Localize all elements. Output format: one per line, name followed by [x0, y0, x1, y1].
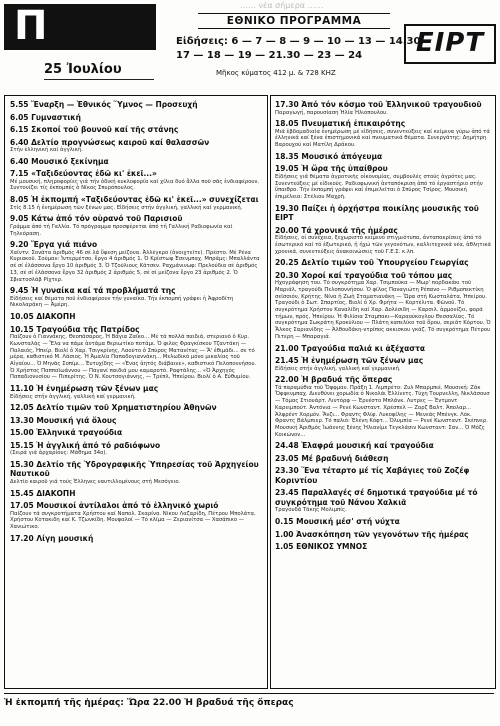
wavelength-info: Μῆκος κύματος 412 μ. & 728 ΚΗΖ	[216, 69, 336, 77]
entry-title: 20.30 Χοροί καί τραγούδια τοῦ τόπου μας	[275, 270, 453, 280]
schedule-entry	[275, 454, 491, 464]
entry-title: 21.00 Τραγούδια παλιά κι ἀξέχαστα	[275, 343, 426, 353]
entry-title: 17.05 Μουσικοί ἀντίλαλοι ἀπό τό ἑλληνικό χωριό	[10, 501, 219, 511]
entry-title: 13.30 Μουσική γιά ὅλους	[10, 415, 117, 425]
schedule-entry	[275, 204, 491, 223]
entry-description: Στίς 8.15 ἡ ἐνημέρωση τῶν ξένων μας. Εἰδήσεις στήν ἀγγλική, γαλλική καί γερμανική.	[10, 204, 243, 211]
entry-description: Τραγουδά Τάκης Μολιμπίς.	[275, 507, 347, 514]
right-entries	[275, 100, 491, 555]
schedule-entry	[10, 214, 262, 237]
schedule-entry	[275, 258, 491, 268]
faded-top-text: …… νέα σήμερα ……	[240, 1, 324, 10]
entry-description: Εἰδήσεις στήν ἀγγλική, γαλλική καί γερμανική.	[10, 393, 136, 400]
schedule-entry	[10, 501, 262, 531]
schedule-entry	[10, 312, 262, 322]
entry-title: 0.15 Μουσική μέσ' στή νύχτα	[275, 517, 400, 527]
entry-title: 23.05 Μέ βραδυνή διάθεση	[275, 453, 389, 463]
entry-title: 23.30 Ἕνα τέταρτο μέ τίς Χαβάγιες τοῦ Ζοζέφ Κοριντίου	[275, 466, 470, 485]
schedule-entry	[10, 169, 262, 192]
schedule-entry	[10, 384, 262, 400]
schedule-entry	[10, 100, 262, 110]
program-logo	[4, 4, 156, 50]
schedule-entry	[275, 517, 491, 527]
date-underline	[44, 79, 154, 80]
entry-description: Ηχογράφηση του. Τό συγκρότημα Χαρ. Τσιμπούκα — Μωρ' πορδακάκι τοῦ Μαριάλ, τραγούδι Πελοποννήσου. Ὁ φίλος Παναγιώτη Ρέπανο — Ριθμοπεκτίκη σεϊσσιόν, Κρήτης. Νίνα ἡ Ζωὴ Σταματιανάκη — Ὥρα στή Κωσταλάτα, Ἠπείρου. Τραγούδι ὁ Σωτ. Σπαρτίος, Βιολί ὁ Χρ. Φρήτα — Κορτέλιτα. Φῶνοῦ. Τό συγκρότημα Χρήστου Καναλίδη καί Χαρ. Δολέσιδη — Καρσιλ. ἁρμονίζει, φορά τήμων, πρός, Ἠπείρου. Ἡ Φιλίσια Σταμπακι—Καραούκογλου Θεσσαλίας. Τό συγκρότημα Σωκράτη Κροκύλιου — Πλάτη καπελίκο τοῦ ὅρου, σεριάτ Κόρτου. Ὁ Ἄλκος Σαριανίδης — Ἀλθουδάκη-ντρίπος ακκισκου γκάζ. Τό συγκρότημα Πέτρου Πιτερη — Μπαραγιά.	[275, 280, 491, 340]
schedule-entry	[10, 113, 262, 123]
entry-description: Εἰδήσεις στήν ἀγγλική, γαλλική καί γερμανική.	[275, 365, 401, 372]
entry-title: 15.15 Ἡ ἀγγλική ἀπό τό ραδιόφωνο	[10, 440, 161, 450]
schedule-date: 25 Ἰουλίου	[44, 62, 122, 77]
entry-title: 20.25 Δελτίο τιμῶν τοῦ Ὑπουργείου Γεωργίας	[275, 258, 469, 268]
entry-title: 11.10 Ἡ ἐνημέρωση τῶν ξένων μας	[10, 384, 159, 394]
entry-description: Εἰδήσεις γιά θέματα ἀγροτικῆς οἰκονομίας, συμβουλές στούς ἀγρότες μας. Συνεντεύξεις μέ εἰδικούς. Ραδιοφωνική ἀνταπόκριση ἀπό τό ἐργαστήριο στήν ὕπαιθρο. Τήν ἐκπομπή γράφει καί ἐπιμελεῖται ὁ Σπύρος Τσίρος. Μουσική ἐπιμέλεια: Στέλιου Μαχρῆ.	[275, 173, 483, 200]
entry-title: 19.05 Ἡ ὥρα τῆς ὑπαίθρου	[275, 164, 388, 174]
schedule-entry	[10, 489, 262, 499]
entry-title: 18.35 Μουσικό ἀπόγευμα	[275, 151, 383, 161]
schedule-entry	[275, 100, 491, 116]
schedule-entry	[275, 542, 491, 552]
schedule-entry	[10, 428, 262, 438]
entry-title: 12.05 Δελτίο τιμῶν τοῦ Χρηματιστηρίου Ἀθηνῶν	[10, 403, 217, 413]
schedule-entry	[10, 240, 262, 283]
entry-description: Δελτίο καιροῦ γιά τούς Ἑλληνες ναυτιλλομένους στή Μεσόγειο.	[10, 478, 181, 485]
schedule-entry	[275, 441, 491, 451]
entry-description: Τά παραμύθια τοῦ Ὄφφμαν. Πράξη 1. Λιμπρέτο: Ζυλ Μπαρμπιέ. Μουσική: Ζάκ Ὄφφενμπαχ. Διευθύνει χορωδία ὁ Νικολάι Ἐλλίνετς. Τύχη Τουρνελλη, Νικλάσουσ — Τόμας Στιουάρτ. Λιντόρφ — Ἐρνέστο Μπλάνκ. Λυτρες — Ἐντμοντ Καρειμπούτ. Ἀντόνια — Ρενέ Κωνσταντ. Χρέσπελ — Ζορζ Βαλτ. Ἀπολαρ... Ἀλφρέντ Χορμόν. Ἄνζι... Φραντς Φλίφ. Λυκοφίλης — Μενεάς Μπένγκ. Λόκ. Φραντς Βάλμπιερ. Τό παλιό: Ἐλένη Κόφτ... Ὀλυμπία — Ρενέ Κωνσταντ. Σκέπνερ. Μουσική Ἀριθμός Ἰωάννης ξένης Ἠλιανίμε Τεγκλάσιν Κωνσταντ: Σαν... Ὁ Μόζς Κοικώνον...	[275, 384, 490, 438]
entry-title: 9.45 Ἡ γυναίκα καί τά προβλήματά της	[10, 286, 176, 296]
program-of-the-day: Ἡ ἐκπομπή τῆς ἡμέρας: Ὥρα 22.00 Ἡ βραδυά τῆς ὄπερας	[4, 693, 494, 708]
entry-title: 10.15 Τραγούδια τῆς Πατρίδος	[10, 324, 140, 334]
eirt-logo-text: ΕΙΡΤ	[415, 28, 485, 58]
schedule-entry	[10, 195, 262, 211]
left-entries	[10, 100, 262, 546]
schedule-entry	[275, 344, 491, 354]
logo-letter: Π	[14, 3, 48, 49]
schedule-entry	[10, 325, 262, 381]
entry-description: Παραγωγή, παρουσίαση Ἠλία Ἠλιόπουλου.	[275, 109, 388, 116]
schedule-entry	[275, 119, 491, 149]
news-times-line-1: Εἰδήσεις: 6 — 7 — 8 — 9 — 10 — 13 — 14.30	[176, 36, 421, 47]
entry-title: 10.05 ΔΙΑΚΟΠΗ	[10, 312, 76, 322]
schedule-entry	[10, 534, 262, 544]
entry-title: 18.05 Πνευματική ἐπικαιρότης	[275, 119, 406, 129]
entry-title: 22.00 Ἡ βραδυά τῆς ὄπερας	[275, 375, 393, 385]
entry-title: 6.40 Δελτίο προγνώσεως καιροῦ καί θαλασσῶν	[10, 137, 210, 147]
schedule-entry	[275, 356, 491, 372]
entry-description: Μέ μουσική, πληροφορίες γιά τήν ὁδική κυκλοφορία καί χίλια δυό ἄλλα ποῦ σᾶς ἐνδιαφέρουν. Συντονίζει τίς ἐκπομπές ὁ Νίκος Σπυρόπουλος.	[10, 178, 260, 192]
entry-description: Μιά ἑβδομαδιαία ἐνημέρωση μέ εἰδήσεις, συνεντεύξεις καί κείμενα γύρω ἀπό τά ἑλληνικά καί ξένα ἐπιστημονικά καί πνευματικά θέματα. Συνεργάτης: Δημήτρη Βαρουχού καί Ματίλη Δράκου.	[275, 128, 490, 149]
entry-description: (Σειρά γιά ἀρχαρίους: Μάθημα 34ο).	[10, 450, 108, 457]
schedule-entry	[10, 416, 262, 426]
schedule-entry	[275, 466, 491, 485]
entry-description: Εἰδήσεις, οἱ συνέχεια, ξεχωριστό κειμενο στιγμιότυπα, ἀνταποκρίσεις ἀπό τό ἐσωτερικό καί τό ἐξωτερικό, ἡ ἠχώ τῶν γεγονότων, καλλιτεχνικά νέα, ἀθλητικά χρονικά, συνεντεύξεις ἀνακοινώσεις τοῦ Γ.Ε.Σ. κ.λπ.	[275, 235, 492, 255]
schedule-entry	[275, 164, 491, 200]
entry-title: 23.45 Παραλλαγές σέ δημοτικά τραγούδια μέ τό συγκρότημα τοῦ Νάνου Χαλκιᾶ	[275, 488, 478, 507]
entry-title: 6.15 Σκοποί τοῦ βουνοῦ καί τῆς στάνης	[10, 125, 179, 134]
entry-description: Εἰδήσεις καί θέματα ποῦ ἐνδιαφέρουν τήν γυναίκα. Τήν ἐκπομπή γράφει ἡ Ἀφροδίτη Νικολαράκη — Ἀμέρη.	[10, 295, 234, 309]
schedule-entry	[275, 152, 491, 162]
schedule-entry	[275, 375, 491, 438]
entry-title: 9.05 Κάτω ἀπό τόν οὐρανό τοῦ Παρισιοῦ	[10, 214, 183, 224]
schedule-entry	[10, 460, 262, 486]
schedule-entry	[10, 403, 262, 413]
schedule-entry	[275, 530, 491, 540]
schedule-column-right	[270, 95, 496, 689]
program-title: ΕΘΝΙΚΟ ΠΡΟΓΡΑΜΜΑ	[198, 13, 390, 29]
entry-description: Παίζουν τά συγκροτήματα Χρήστου καί Ναπολ. Σκαρίνα. Νίκου Λαζαρίδη, Πέτρου Μπολάτα, Χρήστου Κοτακιδη καί Κ. Τζωνκίδη. Μουφαλοί — Τό κλίμα — Ζεριανίτσα — Χασάπικο — Χανιώτικο.	[10, 510, 256, 531]
entry-title: 15.30 Δελτίο τῆς Ὑδρογραφικῆς Ὑπηρεσίας τοῦ Ἀρχηγείου Ναυτικοῦ	[10, 459, 259, 479]
entry-description: Στήν ἑλληνική καί ἀγγλική.	[10, 147, 83, 153]
entry-description: Παίζουν ὁ Γιαννάκης, Θεοπάσαρος, Ἡ Βάγια Ζαϊκο... Μέ τά πολλά παιδιά, στεριανό ὁ Κυρ. Κωνσταλάς — Ἔλα να πάμε ἀντάμα θεριωτίκο ποτάμι. Ὁ φιλος Φραγκίσκου Τζαντάκη — Παλαιός, Ἠπείρ. Βιολί ὁ Χαρ. Τσιγκρίνης, Λαούτο ὁ Σπύρος Ματανίτας — Ἄ' ἐθιμάδι... σε τό μέρα, καθιστικό Μ. Λάσιος. Ἡ Ἀμαλία Παπαδογιαννάκη... Μελωδικό μόνο μικαλίας τοῦ Αἰγαίου... Ὁ Μηνᾶς Σοπίμι... Ἐυτυχίδης — «Ἐνας ἀητός διάβαινε», καθιστικό Πελοποννήσου. Ὁ Χρήστος Παππαϊωάννου — Παγανί παιδιά μου καμαροτό. Ραφτάλης... «Ὁ Ἀρχηγός Παπαδιονυσίου — Πιπερίτης. Ὁ Ν. Κουτσογιάννης, — Τρέπλ, Ἡπείρου. Βιολί ὁ Α. Εὐθυμίου.	[10, 334, 257, 381]
entry-title: 1.05 ΕΘΝΙΚΟΣ ΥΜΝΟΣ	[275, 542, 368, 552]
schedule-entry	[10, 441, 262, 457]
entry-title: 15.00 Ἑλληνικά τραγούδια	[10, 428, 123, 438]
entry-title: 9.20 Ἔργα γιά πιάνο	[10, 240, 98, 250]
entry-title: 6.05 Γυμναστική	[10, 112, 81, 122]
schedule-entry	[10, 125, 262, 135]
entry-title: 21.45 Ἡ ἐνημέρωση τῶν ξένων μας	[275, 356, 424, 366]
schedule-entry	[275, 488, 491, 514]
entry-description: Γράμμα ἀπό τή Γαλλία. Τό πρόγραμμα προσφέρεται ἀπό τή Γαλλική Ραδιοφωνία καί Τηλεόραση.	[10, 223, 233, 237]
schedule-entry	[10, 157, 262, 167]
news-times-line-2: 17 — 18 — 19 — 21.30 — 23 — 24	[176, 50, 363, 61]
schedule-entry	[10, 286, 262, 309]
schedule-column-left	[4, 95, 268, 689]
schedule-entry	[275, 271, 491, 341]
entry-title: 1.00 Ἀνασκόπηση τῶν γεγονότων τῆς ἡμέρας	[275, 529, 469, 539]
eirt-logo	[404, 24, 496, 64]
entry-title: 5.55 Ἔναρξη — Ἐθνικός Ὕμνος — Προσευχή	[10, 100, 198, 109]
entry-title: 8.05 Ἡ ἐκπομπή «Ταξιδεύοντας ἐδῶ κι' ἐκεῖ...» συνεχίζεται	[10, 195, 259, 205]
entry-title: 7.15 «Ταξιδεύοντας ἐδῶ κι' ἐκεῖ...»	[10, 169, 157, 179]
entry-title: 17.20 Λίγη μουσική	[10, 533, 94, 543]
schedule-entry	[275, 226, 491, 256]
entry-description: Χαϊντν: Σονάτα ἀριθμός 46 σέ λά ὕφεση μείζονα. Ἀλλέγκρο (ἀνοιχτεῖτε). Πρέστο. Μέ Ρένα Κυριακοῦ. Σούμαν: Ἱντερμέτσο, ἔργο 4 ἀριθμός 1. Ὁ Κρίστωφ Ἐσενμπαχ. Μπράμς: Μπαλλάντα σέ σί ἐλάσσονα ἔργο 10 ἀριθμός 3. Ὁ Τζούλιους Κάτσεν. Ραχμάνινωφ: Πρελούδια σέ ἀριθμός 13, σέ σί ἐλάσσονα ἔργο 32 ἀριθμός 2 ἀριθμός 5, σέ σί μείζονα ἔργο 23 ἀριθμός 2. Ὁ Σβιατοσλάβ Ρίχτερ.	[10, 249, 260, 283]
entry-title: 15.45 ΔΙΑΚΟΠΗ	[10, 488, 76, 498]
entry-title: 24.48 Ἐλαφρά μουσική καί τραγούδια	[275, 441, 434, 451]
entry-title: 20.00 Τά χρονικά τῆς ἡμέρας	[275, 225, 398, 235]
entry-title: 6.40 Μουσικό ξεκίνημα	[10, 156, 109, 166]
schedule-entry	[10, 138, 262, 154]
entry-title: 19.30 Παίζει ἡ ὀρχήστρα ποικίλης μουσικῆς τοῦ ΕΙΡΤ	[275, 203, 479, 223]
entry-title: 17.30 Ἀπό τόν κόσμο τοῦ Ἑλληνικοῦ τραγουδιοῦ	[275, 100, 482, 109]
